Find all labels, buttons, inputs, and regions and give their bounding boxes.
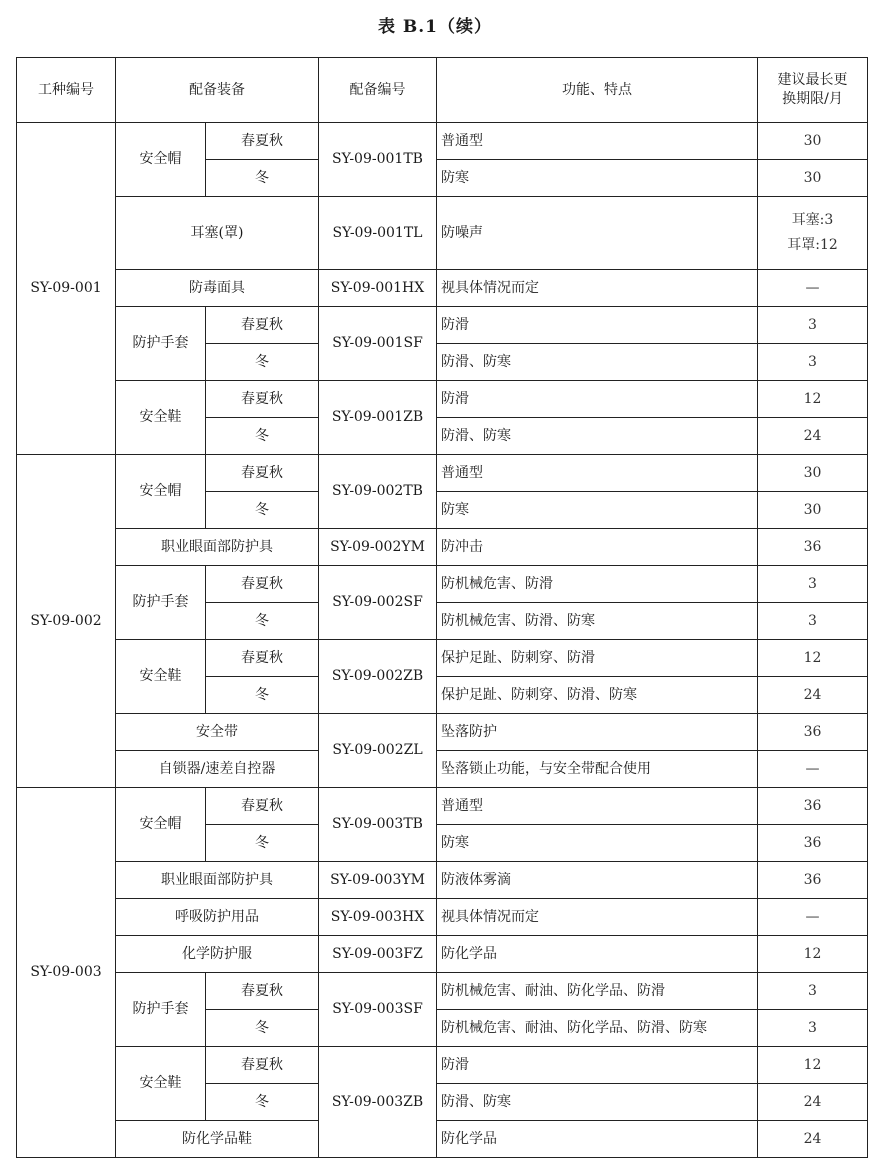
months-cell: 30 xyxy=(758,455,868,492)
season-cell: 春夏秋 xyxy=(206,788,319,825)
season-cell: 冬 xyxy=(206,344,319,381)
item-cell: 安全鞋 xyxy=(116,640,206,714)
months-cell: 12 xyxy=(758,1047,868,1084)
item-cell: 防护手套 xyxy=(116,566,206,640)
season-cell: 春夏秋 xyxy=(206,640,319,677)
season-cell: 春夏秋 xyxy=(206,566,319,603)
header-interval-line2: 换期限/月 xyxy=(782,91,843,107)
function-cell: 防寒 xyxy=(437,492,758,529)
header-interval xyxy=(758,58,868,123)
function-cell: 视具体情况而定 xyxy=(437,270,758,307)
table-row xyxy=(17,714,868,751)
table-row xyxy=(17,788,868,825)
months-cell xyxy=(758,197,868,270)
equip-code-cell: SY-09-001TL xyxy=(319,197,437,270)
function-cell: 防冲击 xyxy=(437,529,758,566)
function-cell: 防液体雾滴 xyxy=(437,862,758,899)
months-cell: 12 xyxy=(758,936,868,973)
season-cell: 春夏秋 xyxy=(206,381,319,418)
months-cell: 30 xyxy=(758,123,868,160)
equip-code-cell: SY-09-002YM xyxy=(319,529,437,566)
months-cell: 24 xyxy=(758,1084,868,1121)
function-cell: 坠落防护 xyxy=(437,714,758,751)
months-cell: 36 xyxy=(758,825,868,862)
equipment-table xyxy=(16,57,868,1158)
item-cell: 防化学品鞋 xyxy=(116,1121,319,1158)
season-cell: 冬 xyxy=(206,1010,319,1047)
item-cell: 防护手套 xyxy=(116,307,206,381)
table-row xyxy=(17,123,868,160)
equip-code-cell: SY-09-003HX xyxy=(319,899,437,936)
function-cell: 防机械危害、耐油、防化学品、防滑、防寒 xyxy=(437,1010,758,1047)
header-trade-code: 工种编号 xyxy=(17,58,116,123)
months-cell: — xyxy=(758,899,868,936)
table-row xyxy=(17,455,868,492)
item-cell: 安全帽 xyxy=(116,455,206,529)
months-cell: 36 xyxy=(758,714,868,751)
item-cell: 安全帽 xyxy=(116,788,206,862)
equip-code-cell: SY-09-001ZB xyxy=(319,381,437,455)
months-line: 耳罩:12 xyxy=(787,237,838,253)
trade-code-cell: SY-09-003 xyxy=(17,788,116,1158)
function-cell: 防寒 xyxy=(437,160,758,197)
season-cell: 春夏秋 xyxy=(206,307,319,344)
function-cell: 防噪声 xyxy=(437,197,758,270)
function-cell: 普通型 xyxy=(437,455,758,492)
function-cell: 防机械危害、防滑、防寒 xyxy=(437,603,758,640)
equip-code-cell: SY-09-002TB xyxy=(319,455,437,529)
table-row xyxy=(17,529,868,566)
months-cell: 24 xyxy=(758,677,868,714)
months-cell: 3 xyxy=(758,566,868,603)
item-cell: 防毒面具 xyxy=(116,270,319,307)
months-cell: 24 xyxy=(758,1121,868,1158)
function-cell: 保护足趾、防刺穿、防滑、防寒 xyxy=(437,677,758,714)
header-row xyxy=(17,58,868,123)
equip-code-cell: SY-09-003FZ xyxy=(319,936,437,973)
function-cell: 防滑 xyxy=(437,381,758,418)
item-cell: 自锁器/速差自控器 xyxy=(116,751,319,788)
equip-code-cell: SY-09-003ZB xyxy=(319,1047,437,1158)
item-cell: 职业眼面部防护具 xyxy=(116,862,319,899)
table-row xyxy=(17,973,868,1010)
months-cell: 12 xyxy=(758,381,868,418)
header-interval-line1: 建议最长更 xyxy=(777,72,848,89)
header-function: 功能、特点 xyxy=(437,58,758,123)
function-cell: 防滑、防寒 xyxy=(437,418,758,455)
item-cell: 安全鞋 xyxy=(116,1047,206,1121)
function-cell: 防机械危害、防滑 xyxy=(437,566,758,603)
months-cell: 3 xyxy=(758,307,868,344)
table-caption: 表 B.1（续） xyxy=(377,17,493,37)
table-row xyxy=(17,566,868,603)
item-cell: 化学防护服 xyxy=(116,936,319,973)
table-row xyxy=(17,751,868,788)
season-cell: 春夏秋 xyxy=(206,455,319,492)
season-cell: 春夏秋 xyxy=(206,1047,319,1084)
trade-code-cell: SY-09-002 xyxy=(17,455,116,788)
table-row xyxy=(17,862,868,899)
table-row xyxy=(17,270,868,307)
function-cell: 保护足趾、防刺穿、防滑 xyxy=(437,640,758,677)
months-line: 耳塞:3 xyxy=(791,211,834,228)
trade-code-cell: SY-09-001 xyxy=(17,123,116,455)
table-row xyxy=(17,1121,868,1158)
equip-code-cell: SY-09-003TB xyxy=(319,788,437,862)
season-cell: 冬 xyxy=(206,1084,319,1121)
function-cell: 防滑、防寒 xyxy=(437,1084,758,1121)
item-cell: 呼吸防护用品 xyxy=(116,899,319,936)
season-cell: 春夏秋 xyxy=(206,973,319,1010)
season-cell: 冬 xyxy=(206,825,319,862)
months-cell: 30 xyxy=(758,492,868,529)
table-row xyxy=(17,197,868,270)
season-cell: 春夏秋 xyxy=(206,123,319,160)
function-cell: 防滑 xyxy=(437,307,758,344)
equip-code-cell: SY-09-001HX xyxy=(319,270,437,307)
header-equipment: 配备装备 xyxy=(116,58,319,123)
months-cell: 12 xyxy=(758,640,868,677)
function-cell: 防寒 xyxy=(437,825,758,862)
months-cell: 3 xyxy=(758,603,868,640)
equip-code-cell: SY-09-001TB xyxy=(319,123,437,197)
function-cell: 防化学品 xyxy=(437,936,758,973)
months-cell: — xyxy=(758,751,868,788)
header-equip-code: 配备编号 xyxy=(319,58,437,123)
item-cell: 安全带 xyxy=(116,714,319,751)
season-cell: 冬 xyxy=(206,160,319,197)
months-cell: 36 xyxy=(758,788,868,825)
item-cell: 防护手套 xyxy=(116,973,206,1047)
table-row xyxy=(17,899,868,936)
equip-code-cell: SY-09-001SF xyxy=(319,307,437,381)
item-cell: 安全鞋 xyxy=(116,381,206,455)
table-row xyxy=(17,936,868,973)
season-cell: 冬 xyxy=(206,603,319,640)
table-row xyxy=(17,307,868,344)
equip-code-cell: SY-09-002ZL xyxy=(319,714,437,788)
item-cell: 安全帽 xyxy=(116,123,206,197)
months-cell: — xyxy=(758,270,868,307)
table-row xyxy=(17,381,868,418)
function-cell: 防滑 xyxy=(437,1047,758,1084)
item-cell: 职业眼面部防护具 xyxy=(116,529,319,566)
function-cell: 防机械危害、耐油、防化学品、防滑 xyxy=(437,973,758,1010)
equip-code-cell: SY-09-002SF xyxy=(319,566,437,640)
months-cell: 3 xyxy=(758,344,868,381)
function-cell: 视具体情况而定 xyxy=(437,899,758,936)
months-cell: 30 xyxy=(758,160,868,197)
equip-code-cell: SY-09-003SF xyxy=(319,973,437,1047)
months-cell: 3 xyxy=(758,1010,868,1047)
function-cell: 防滑、防寒 xyxy=(437,344,758,381)
season-cell: 冬 xyxy=(206,677,319,714)
months-cell: 36 xyxy=(758,529,868,566)
item-cell: 耳塞(罩) xyxy=(116,197,319,270)
months-cell: 3 xyxy=(758,973,868,1010)
function-cell: 普通型 xyxy=(437,788,758,825)
months-cell: 24 xyxy=(758,418,868,455)
table-row xyxy=(17,640,868,677)
function-cell: 坠落锁止功能，与安全带配合使用 xyxy=(437,751,758,788)
season-cell: 冬 xyxy=(206,492,319,529)
equip-code-cell: SY-09-003YM xyxy=(319,862,437,899)
equip-code-cell: SY-09-002ZB xyxy=(319,640,437,714)
function-cell: 普通型 xyxy=(437,123,758,160)
table-row xyxy=(17,1047,868,1084)
season-cell: 冬 xyxy=(206,418,319,455)
months-cell: 36 xyxy=(758,862,868,899)
function-cell: 防化学品 xyxy=(437,1121,758,1158)
